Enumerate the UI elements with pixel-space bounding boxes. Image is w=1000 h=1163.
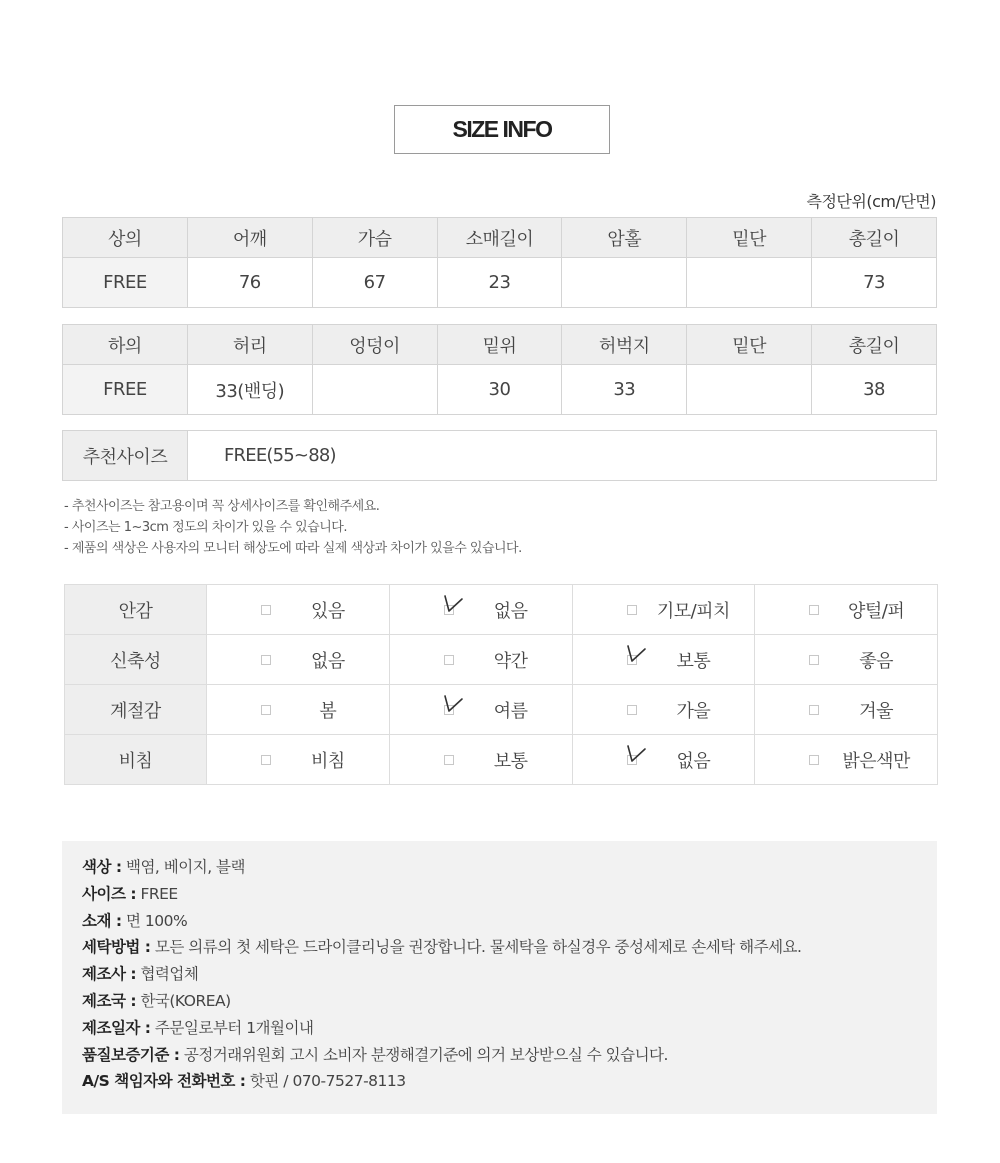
feel-option	[572, 635, 755, 685]
top-table-value-row	[63, 258, 937, 308]
fabric-feel-table	[64, 584, 938, 785]
product-info-row	[82, 1015, 917, 1042]
bottom-header-cell: 총길이	[812, 325, 937, 365]
feel-option-label: 양털/퍼	[848, 600, 905, 622]
info-value: 공정거래위원회 고시 소비자 분쟁해결기준에 의거 보상받으실 수 있습니다.	[179, 1045, 668, 1064]
info-key: 소재 :	[82, 911, 122, 930]
info-key: 색상 :	[82, 858, 122, 876]
top-header-cell: 소매길이	[437, 218, 562, 258]
bottom-header-cell: 엉덩이	[312, 325, 437, 365]
bottom-value-cell	[687, 365, 812, 415]
top-table-header-row	[63, 218, 937, 258]
info-key: 세탁방법 :	[82, 938, 151, 957]
recommended-size-box	[62, 430, 937, 481]
feel-label: 안감	[65, 585, 207, 635]
feel-option	[572, 685, 755, 735]
feel-option-label: 여름	[493, 700, 528, 722]
info-value: 모든 의류의 첫 세탁은 드라이클리닝을 권장합니다. 물세탁을 하실경우 중성세제로 손세탁 해주세요.	[150, 938, 802, 957]
checkbox-icon	[809, 655, 819, 665]
info-key: 제조국 :	[82, 991, 137, 1010]
bottom-header-cell: 허리	[187, 325, 312, 365]
measurement-unit-label: 측정단위(cm/단면)	[806, 192, 936, 211]
feel-option-label: 좋음	[859, 650, 894, 672]
top-header-cell: 암홀	[562, 218, 687, 258]
feel-option-label: 없음	[493, 600, 528, 622]
feel-option-label: 봄	[319, 700, 337, 722]
feel-option-label: 있음	[310, 600, 345, 622]
bottom-value-cell: 38	[812, 365, 937, 415]
info-value: 주문일로부터 1개월이내	[150, 1018, 314, 1037]
feel-row	[65, 685, 938, 735]
size-info-title: SIZE INFO	[394, 105, 610, 154]
note-line: - 사이즈는 1~3cm 정도의 차이가 있을 수 있습니다.	[64, 520, 347, 535]
feel-option-label: 밝은색만	[842, 750, 910, 772]
info-key: 품질보증기준 :	[82, 1045, 180, 1064]
top-header-cell: 가슴	[312, 218, 437, 258]
checkbox-icon	[809, 705, 819, 715]
bottom-value-cell	[312, 365, 437, 415]
check-mark-icon	[442, 693, 466, 719]
top-value-cell	[687, 258, 812, 308]
product-info-row	[82, 961, 917, 988]
feel-option	[572, 735, 755, 785]
note-line: - 제품의 색상은 사용자의 모니터 해상도에 따라 실제 색상과 차이가 있을수 있습니다.	[64, 541, 522, 556]
size-notes	[64, 496, 522, 559]
checkbox-icon	[444, 755, 454, 765]
feel-option	[207, 585, 390, 635]
info-key: 제조사 :	[82, 965, 137, 984]
checkbox-icon	[444, 655, 454, 665]
bottom-header-cell: 밑위	[437, 325, 562, 365]
feel-label: 계절감	[65, 685, 207, 735]
bottom-header-cell: 허벅지	[562, 325, 687, 365]
recommended-size-label: 추천사이즈	[63, 431, 188, 480]
feel-label: 비침	[65, 735, 207, 785]
bottom-value-cell: 33	[562, 365, 687, 415]
checkbox-icon	[261, 655, 271, 665]
checkbox-icon	[261, 705, 271, 715]
product-info-row	[82, 988, 917, 1015]
feel-option-label: 보통	[676, 650, 711, 672]
top-header-cell: 어깨	[187, 218, 312, 258]
checkbox-icon	[809, 755, 819, 765]
feel-option	[389, 735, 572, 785]
feel-option	[207, 635, 390, 685]
feel-option	[755, 585, 938, 635]
bottom-value-cell: 33(밴딩)	[187, 365, 312, 415]
feel-option	[389, 585, 572, 635]
feel-row	[65, 735, 938, 785]
feel-row	[65, 635, 938, 685]
checkbox-icon	[809, 605, 819, 615]
feel-option	[389, 635, 572, 685]
info-value: 백염, 베이지, 블랙	[121, 858, 245, 876]
feel-option	[755, 635, 938, 685]
info-key: 사이즈 :	[82, 884, 137, 903]
bottom-header-cell: 밑단	[687, 325, 812, 365]
feel-option	[755, 735, 938, 785]
feel-option-label: 보통	[493, 750, 528, 772]
feel-option-label: 가을	[676, 700, 711, 722]
product-info-row	[82, 1042, 917, 1069]
info-key: 제조일자 :	[82, 1018, 151, 1037]
check-mark-icon	[442, 593, 466, 619]
checkbox-icon	[261, 605, 271, 615]
check-mark-icon	[625, 743, 649, 769]
checkbox-icon	[261, 755, 271, 765]
feel-option	[207, 735, 390, 785]
top-header-cell: 상의	[63, 218, 188, 258]
feel-option	[207, 685, 390, 735]
bottom-size-table	[62, 324, 937, 415]
info-value: FREE	[136, 884, 178, 903]
info-value: 한국(KOREA)	[136, 991, 231, 1010]
top-size-table	[62, 217, 937, 308]
note-line: - 추천사이즈는 참고용이며 꼭 상세사이즈를 확인해주세요.	[64, 499, 380, 514]
feel-option-label: 기모/피치	[656, 600, 730, 622]
info-value: 핫핀 / 070-7527-8113	[245, 1072, 406, 1091]
feel-option	[755, 685, 938, 735]
product-info-row	[82, 881, 917, 908]
info-value: 면 100%	[121, 911, 188, 930]
bottom-size-cell: FREE	[63, 365, 188, 415]
top-value-cell: 76	[187, 258, 312, 308]
product-info-row	[82, 854, 917, 881]
feel-option-label: 없음	[676, 750, 711, 772]
feel-option	[572, 585, 755, 635]
top-size-cell: FREE	[63, 258, 188, 308]
feel-option-label: 약간	[493, 650, 528, 672]
checkbox-icon	[627, 705, 637, 715]
checkbox-icon	[627, 605, 637, 615]
check-mark-icon	[625, 643, 649, 669]
bottom-table-header-row	[63, 325, 937, 365]
product-info-box	[62, 841, 937, 1114]
feel-option-label: 없음	[310, 650, 345, 672]
product-info-row	[82, 908, 917, 935]
info-key: A/S 책임자와 전화번호 :	[82, 1072, 246, 1091]
top-header-cell: 밑단	[687, 218, 812, 258]
product-info-row	[82, 1068, 917, 1095]
feel-option-label: 겨울	[859, 700, 894, 722]
info-value: 협력업체	[136, 965, 199, 984]
feel-option	[389, 685, 572, 735]
recommended-size-value: FREE(55~88)	[224, 445, 336, 466]
product-info-row	[82, 934, 917, 961]
bottom-header-cell: 하의	[63, 325, 188, 365]
top-value-cell: 23	[437, 258, 562, 308]
top-value-cell: 73	[812, 258, 937, 308]
feel-option-label: 비침	[310, 750, 345, 772]
bottom-table-value-row	[63, 365, 937, 415]
top-header-cell: 총길이	[812, 218, 937, 258]
top-value-cell: 67	[312, 258, 437, 308]
bottom-value-cell: 30	[437, 365, 562, 415]
feel-row	[65, 585, 938, 635]
top-value-cell	[562, 258, 687, 308]
feel-label: 신축성	[65, 635, 207, 685]
